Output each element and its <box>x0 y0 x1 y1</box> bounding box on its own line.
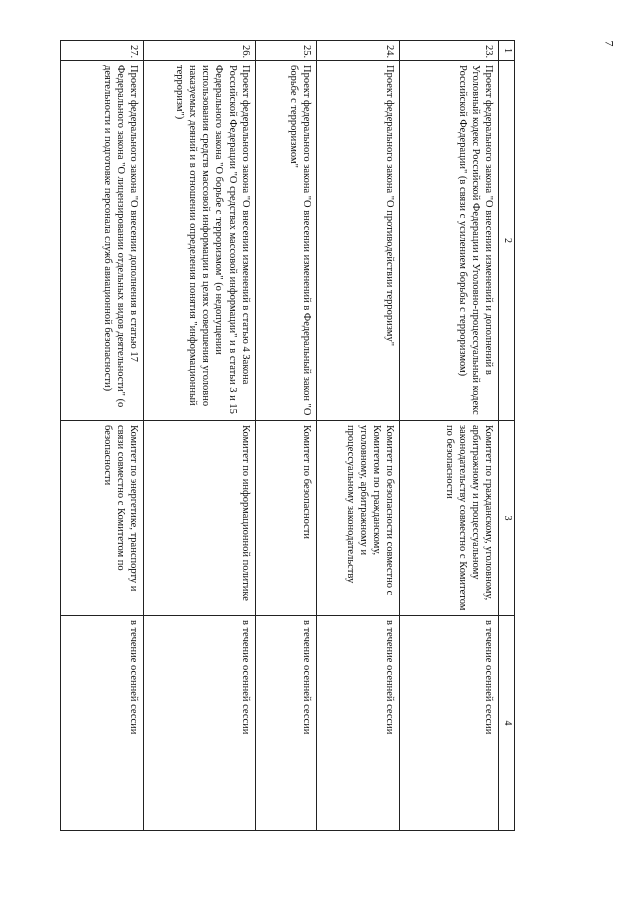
bill-title: Проект федерального закона "О внесении изменений и дополнений в Уголовный кодекс Российской Федерации и Уголовно-процессуальный кодекс Российской Федерации" (в связи с усилением борьбы с терроризмом) <box>400 61 499 421</box>
bill-title: Проект федерального закона "О внесении изменений в Федеральный закон "О борьбе с терроризмом" <box>255 61 316 421</box>
bill-title: Проект федерального закона "О внесении изменений в статью 4 Закона Российской Федерации "О средствах массовой информации" и в статьи 3 и 15 Федерального закона "О борьбе с терроризмом" (о недопущении использования средств массовой информации в целях совершения уголовно наказуемых деяний и в отношении определения понятия "информационный терроризм") <box>144 61 255 421</box>
header-cell: 1 <box>499 41 515 61</box>
bill-title: Проект федерального закона "О внесении дополнения в статью 17 Федерального закона "О лицензировании отдельных видов деятельности" (о деятельности и подготовке персонала служб авиационной безопасности) <box>61 61 144 421</box>
header-cell: 2 <box>499 61 515 421</box>
term: в течение осенней сессии <box>400 616 499 831</box>
table-row <box>61 41 144 831</box>
responsible-committee: Комитет по информационной политике <box>144 421 255 616</box>
rotated-table-wrapper <box>60 40 515 830</box>
term: в течение осенней сессии <box>255 616 316 831</box>
header-cell: 4 <box>499 616 515 831</box>
row-number: 25. <box>255 41 316 61</box>
row-number: 26. <box>144 41 255 61</box>
table-header-row <box>499 41 515 831</box>
table-row <box>400 41 499 831</box>
row-number: 23. <box>400 41 499 61</box>
page-number: 7 <box>602 40 617 47</box>
row-number: 27. <box>61 41 144 61</box>
responsible-committee: Комитет по безопасности совместно с Комитетом по гражданскому, уголовному, арбитражному и процессуальному законодательству <box>316 421 399 616</box>
responsible-committee: Комитет по энергетике, транспорту и связи совместно с Комитетом по безопасности <box>61 421 144 616</box>
table-row <box>255 41 316 831</box>
bill-title: Проект федерального закона "О противодействии терроризму" <box>316 61 399 421</box>
table-row <box>144 41 255 831</box>
term: в течение осенней сессии <box>316 616 399 831</box>
legislation-table <box>60 40 515 831</box>
table-row <box>316 41 399 831</box>
responsible-committee: Комитет по безопасности <box>255 421 316 616</box>
responsible-committee: Комитет по гражданскому, уголовному, арбитражному и процессуальному законодательству совместно с Комитетом по безопасности <box>400 421 499 616</box>
row-number: 24. <box>316 41 399 61</box>
term: в течение осенней сессии <box>61 616 144 831</box>
term: в течение осенней сессии <box>144 616 255 831</box>
header-cell: 3 <box>499 421 515 616</box>
